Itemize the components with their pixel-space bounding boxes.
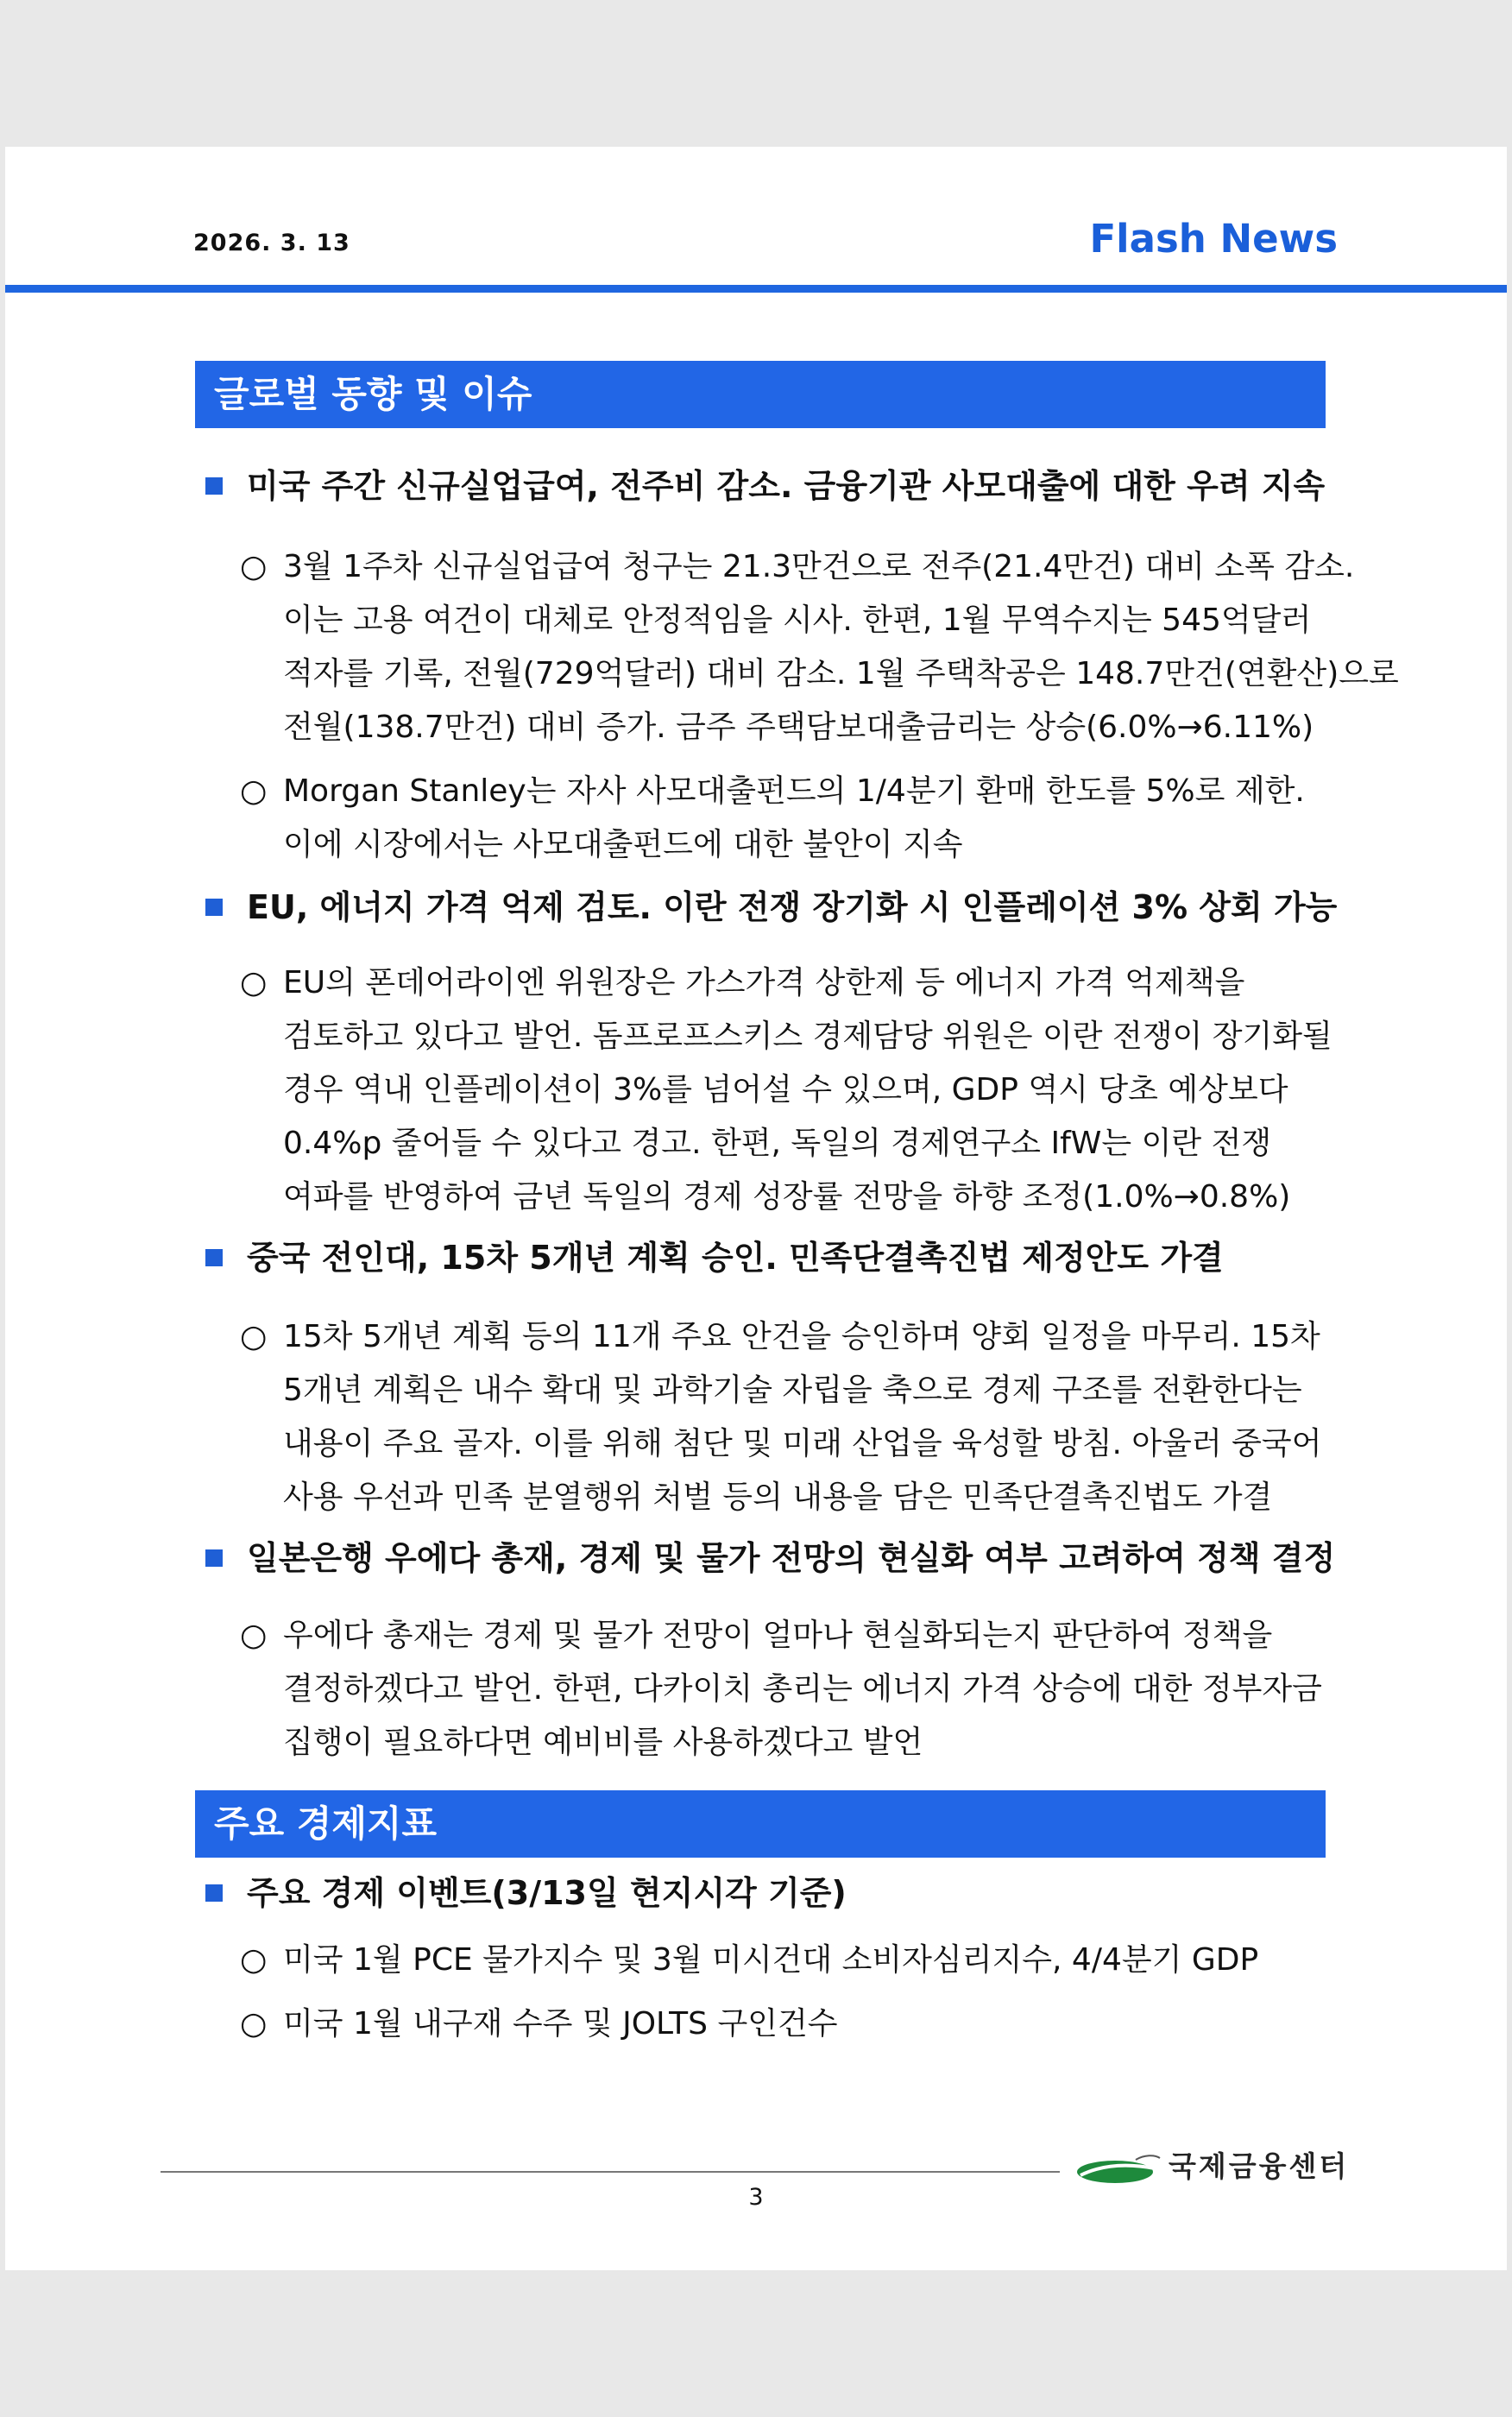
circle-bullet-icon: ○ xyxy=(240,1618,268,1653)
square-bullet-icon xyxy=(205,1249,223,1266)
item-heading-japan: 일본은행 우에다 총재, 경제 및 물가 전망의 현실화 여부 고려하여 정책 결정 xyxy=(205,1537,1353,1580)
square-bullet-icon xyxy=(205,899,223,916)
paragraph-eu-energy: ○ EU의 폰데어라이엔 위원장은 가스가격 상한제 등 에너지 가격 억제책을 검토하고 있다고 발언. 돔프로프스키스 경제담당 위원은 이란 전쟁이 장기화될 경우 역내 인플레이션이 3%를 넘어설 수 있으며, GDP 역시 당초 예상보다 0.4%p 줄어들 수 있다고 경고. 한편, 독일의 경제연구소 IfW는 이란 전쟁 여파를 반영하여 금년 독일의 경제 성장률 전망을 하향 조정(1.0%→0.8%) xyxy=(240,956,1334,1224)
report-date: 2026. 3. 13 xyxy=(193,230,350,256)
event-item-pce: ○ 미국 1월 PCE 물가지수 및 3월 미시건대 소비자심리지수, 4/4분기 GDP xyxy=(240,1934,1334,1987)
section-header-global: 글로벌 동향 및 이슈 xyxy=(195,361,1326,428)
square-bullet-icon xyxy=(205,1549,223,1567)
circle-bullet-icon: ○ xyxy=(240,773,268,809)
document-page xyxy=(5,147,1507,2270)
footer-rule xyxy=(161,2171,1060,2173)
item-heading-eu: EU, 에너지 가격 억제 검토. 이란 전쟁 장기화 시 인플레이션 3% 상회 가능 xyxy=(205,886,1353,929)
paragraph-us-jobless: ○ 3월 1주차 신규실업급여 청구는 21.3만건으로 전주(21.4만건) 대비 소폭 감소. 이는 고용 여건이 대체로 안정적임을 시사. 한편, 1월 무역수지는 545억달러 적자를 기록, 전월(729억달러) 대비 감소. 1월 주택착공은 148.7만건(연환산)으로 전월(138.7만건) 대비 증가. 금주 주택담보대출금리는 상승(6.0%→6.11%) xyxy=(240,540,1334,754)
square-bullet-icon xyxy=(205,1884,223,1902)
paragraph-china-npc: ○ 15차 5개년 계획 등의 11개 주요 안건을 승인하며 양회 일정을 마무리. 15차 5개년 계획은 내수 확대 및 과학기술 자립을 축으로 경제 구조를 전환한다는 내용이 주요 골자. 이를 위해 첨단 및 미래 산업을 육성할 방침. 아울러 중국어 사용 우선과 민족 분열행위 처벌 등의 내용을 담은 민족단결촉진법도 가결 xyxy=(240,1310,1334,1524)
section-header-indicators: 주요 경제지표 xyxy=(195,1790,1326,1858)
circle-bullet-icon: ○ xyxy=(240,2006,268,2042)
paragraph-japan-boj: ○ 우에다 총재는 경제 및 물가 전망이 얼마나 현실화되는지 판단하여 정책을 결정하겠다고 발언. 한편, 다카이치 총리는 에너지 가격 상승에 대한 정부자금 집행이 필요하다면 예비비를 사용하겠다고 발언 xyxy=(240,1609,1334,1770)
page-number: 3 xyxy=(748,2184,764,2211)
circle-bullet-icon: ○ xyxy=(240,965,268,1000)
item-heading-us: 미국 주간 신규실업급여, 전주비 감소. 금융기관 사모대출에 대한 우려 지속 xyxy=(205,464,1353,508)
header-rule xyxy=(5,285,1507,293)
item-heading-events: 주요 경제 이벤트(3/13일 현지시각 기준) xyxy=(205,1871,1353,1915)
item-heading-china: 중국 전인대, 15차 5개년 계획 승인. 민족단결촉진법 제정안도 가결 xyxy=(205,1236,1353,1279)
globe-swoosh-icon xyxy=(1075,2153,1162,2184)
circle-bullet-icon: ○ xyxy=(240,1942,268,1978)
paragraph-morgan-stanley: ○ Morgan Stanley는 자사 사모대출펀드의 1/4분기 환매 한도를 5%로 제한. 이에 시장에서는 사모대출펀드에 대한 불안이 지속 xyxy=(240,765,1334,872)
flash-news-title: Flash News xyxy=(1089,216,1338,262)
circle-bullet-icon: ○ xyxy=(240,1319,268,1354)
circle-bullet-icon: ○ xyxy=(240,549,268,584)
event-item-durable-goods: ○ 미국 1월 내구재 수주 및 JOLTS 구인건수 xyxy=(240,1997,1334,2051)
square-bullet-icon xyxy=(205,477,223,495)
logo-text: 국제금융센터 xyxy=(1169,2149,1350,2183)
